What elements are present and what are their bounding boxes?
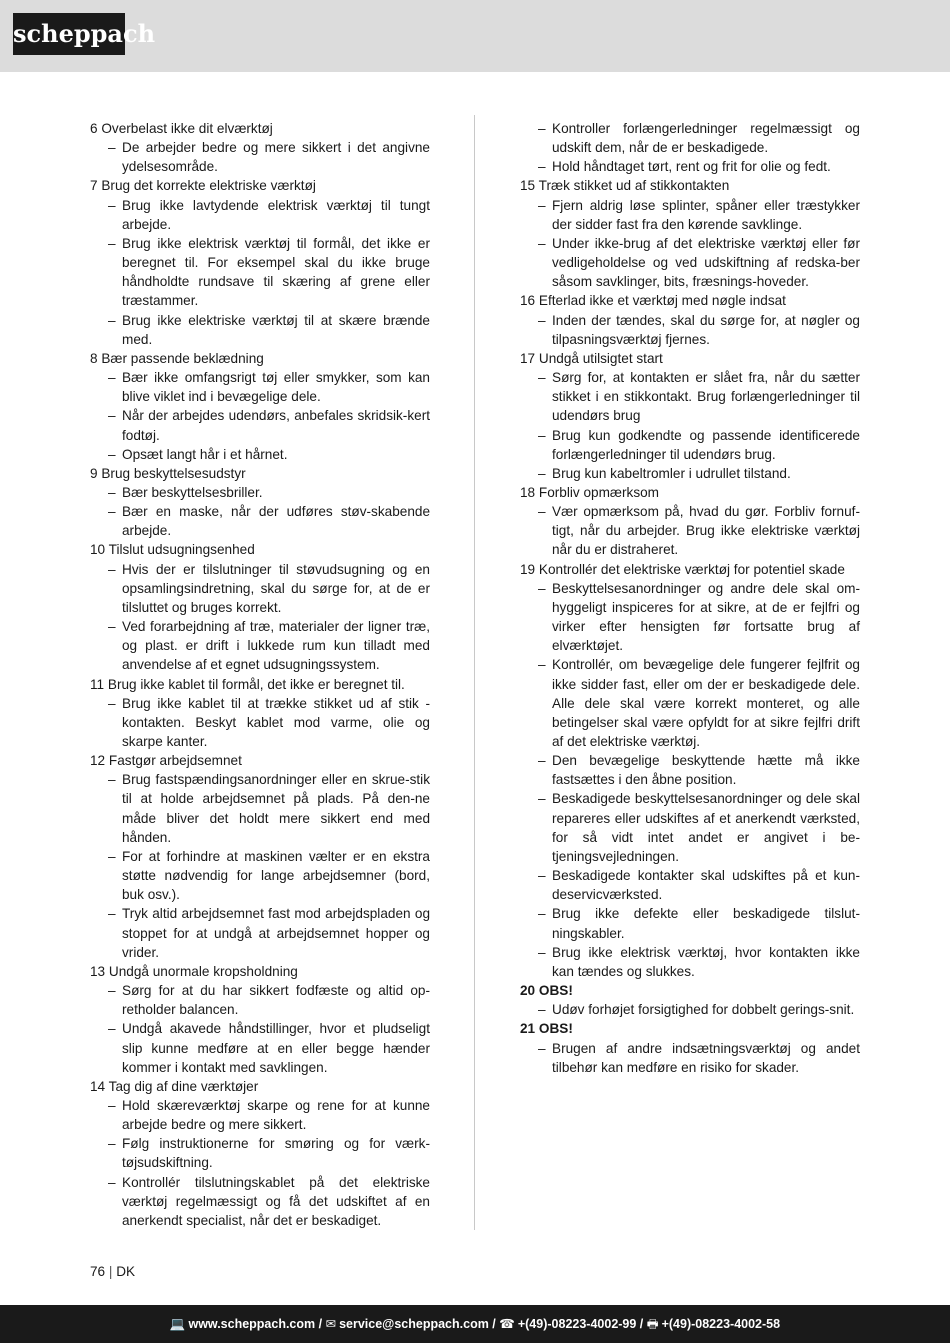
list-item (90, 675, 430, 752)
list-sub-item (90, 694, 430, 751)
dash-bullet: – (108, 848, 116, 864)
list-item-number: 9 (90, 465, 98, 481)
list-item (520, 560, 860, 981)
list-sub-item (90, 483, 430, 502)
list-sub-item (90, 196, 430, 234)
list-sub-item-text: Brug ikke defekte eller beskadigede tilslut-ningskabler. (552, 906, 860, 941)
list-item (90, 962, 430, 1077)
list-sub-item (520, 502, 860, 559)
list-item-heading (520, 560, 860, 579)
dash-bullet: – (538, 1002, 546, 1018)
list-item-number: 16 (520, 293, 536, 309)
page-header (0, 0, 950, 72)
dash-bullet: – (538, 235, 546, 251)
list-item (90, 464, 430, 541)
list-item (520, 483, 860, 560)
list-sub-item-text: Beskyttelsesanordninger og andre dele skal om-hyggeligt inspiceres for at sikre, at de er fejlfri og virker efter hensigten før fortsatte brug af elværktøjet. (552, 580, 860, 654)
list-item-title: Overbelast ikke dit elværktøj (101, 121, 273, 136)
dash-bullet: – (108, 1136, 116, 1152)
list-sub-item-text: Under ikke-brug af det elektriske værktøj eller før vedligeholdelse og ved udskiftning af redska-ber såsom savklinger, bits, fræsnings-hoveder. (552, 235, 860, 290)
list-sub-item (520, 1039, 860, 1077)
list-sub-item-text: Brug ikke elektrisk værktøj, hvor kontakten ikke kan tændes og slukkes. (552, 944, 860, 979)
list-item-number: 13 (90, 963, 106, 979)
list-sub-item-text: Fjern aldrig løse splinter, spåner eller træstykker der sidder fast fra den kørende savklinge. (552, 197, 860, 232)
column-divider (474, 115, 475, 1230)
list-item-title: Tilslut udsugningsenhed (108, 542, 255, 558)
list-item-title: Brug ikke kablet til formål, det ikke er beregnet til. (107, 676, 405, 692)
dash-bullet: – (538, 753, 546, 769)
dash-bullet: – (108, 772, 116, 788)
list-item (520, 119, 860, 176)
dash-bullet: – (108, 235, 116, 251)
phone-icon: ☎ (499, 1317, 515, 1331)
list-sub-item-text: Opsæt langt hår i et hårnet. (122, 446, 288, 462)
list-item (90, 1077, 430, 1230)
list-sub-item-text: Brug fastspændingsanordninger eller en skrue-stik til at holde arbejdsemnet på plads. På den-ne måde bliver det holdt mere sikkert end med hånden. (122, 772, 430, 845)
list-item-title: Fastgør arbejdsemnet (108, 753, 242, 769)
list-item-title: Træk stikket ud af stikkontakten (538, 178, 730, 194)
dash-bullet: – (108, 1021, 116, 1037)
fax-icon: 🖶 (646, 1317, 659, 1331)
footer-phone: +(49)-08223-4002-99 / (517, 1317, 644, 1331)
list-item-title: Undgå utilsigtet start (538, 350, 663, 366)
list-item-heading (520, 1019, 860, 1038)
computer-icon: 💻 (169, 1317, 186, 1331)
list-item-title: Bær passende beklædning (101, 350, 264, 366)
dash-bullet: – (538, 657, 546, 673)
dash-bullet: – (538, 504, 546, 520)
list-sub-item-text: Brug kun kabeltromler i udrullet tilstand. (552, 465, 791, 481)
dash-bullet: – (108, 983, 116, 999)
list-item-title: Efterlad ikke et værktøj med nøgle indsat (538, 293, 786, 309)
list-sub-item-text: Udøv forhøjet forsigtighed for dobbelt gerings-snit. (552, 1002, 855, 1018)
page-number-value: 76 (90, 1264, 106, 1279)
list-item-number: 21 (520, 1021, 536, 1037)
list-item-heading (520, 176, 860, 195)
list-sub-item-text: Kontrollér tilslutningskablet på det elektriske værktøj regelmæssigt og få det udskiftet af en anerkendt specialist, når det er beskadiget. (122, 1174, 430, 1228)
list-sub-item-text: Brugen af andre indsætningsværktøj og andet tilbehør kan medføre en risiko for skader. (552, 1040, 860, 1075)
list-item-number: 10 (90, 542, 106, 558)
list-item-heading (90, 751, 430, 770)
dash-bullet: – (538, 121, 546, 136)
list-item (520, 1019, 860, 1076)
list-sub-item (90, 1134, 430, 1172)
list-sub-item-text: Følg instruktionerne for smøring og for værk-tøjsudskiftning. (122, 1136, 430, 1171)
list-sub-item-text: Kontroller forlængerledninger regelmæssigt og udskift dem, når de er beskadigede. (552, 121, 860, 156)
list-sub-item-text: Når der arbejdes udendørs, anbefales skridsik-kert fodtøj. (122, 408, 430, 443)
list-item-heading (90, 349, 430, 368)
list-item-heading (520, 981, 860, 1000)
list-sub-item-text: Hold håndtaget tørt, rent og frit for olie og fedt. (552, 159, 831, 175)
list-item (520, 349, 860, 483)
dash-bullet: – (108, 619, 116, 635)
page-number (90, 1264, 135, 1279)
left-column (90, 119, 430, 1230)
list-sub-item-text: Hold skæreværktøj skarpe og rene for at kunne arbejde bedre og mere sikkert. (122, 1097, 430, 1133)
dash-bullet: – (538, 944, 546, 960)
dash-bullet: – (108, 484, 116, 500)
dash-bullet: – (108, 504, 116, 520)
list-sub-item (520, 464, 860, 483)
dash-bullet: – (538, 868, 546, 884)
list-sub-item (520, 1000, 860, 1019)
dash-bullet: – (108, 312, 116, 328)
list-sub-item (90, 1019, 430, 1076)
page-number-separator: | (108, 1264, 113, 1279)
list-sub-item (520, 943, 860, 981)
list-item (520, 981, 860, 1019)
list-item-number: 8 (90, 350, 98, 366)
dash-bullet: – (108, 1174, 116, 1190)
list-sub-item (90, 406, 430, 444)
list-sub-item-text: Brug ikke elektrisk værktøj til formål, det ikke er beregnet til. For eksempel skal du ikke bruge håndholdte rundsave til skæring af grene eller træstammer. (122, 235, 430, 309)
list-item (520, 291, 860, 348)
dash-bullet: – (108, 370, 116, 386)
list-sub-item-text: Inden der tændes, skal du sørge for, at nøgler og tilpasningsværktøj fjernes. (552, 312, 860, 347)
list-item (90, 176, 430, 348)
list-sub-item (90, 847, 430, 904)
list-item (520, 176, 860, 291)
list-sub-item (90, 502, 430, 540)
list-sub-item-text: Vær opmærksom på, hvad du gør. Forbliv fornuf-tigt, når du arbejder. Brug ikke elektriske værktøj når du er distraheret. (552, 504, 860, 558)
list-sub-item (520, 234, 860, 291)
list-item-number: 15 (520, 178, 536, 194)
list-sub-item (520, 426, 860, 464)
list-sub-item-text: Bær ikke omfangsrigt tøj eller smykker, som kan blive viklet ind i bevægelige dele. (122, 370, 430, 405)
list-sub-item (520, 789, 860, 866)
list-sub-item (90, 981, 430, 1019)
footer-fax: +(49)-08223-4002-58 (661, 1317, 781, 1331)
dash-bullet: – (108, 906, 116, 922)
list-item-heading (520, 291, 860, 310)
list-item-number: 6 (90, 121, 98, 136)
list-sub-item-text: Brug kun godkendte og passende identificerede forlængerledninger til udendørs brug. (552, 427, 860, 462)
list-sub-item (90, 138, 430, 176)
list-sub-item (90, 1096, 430, 1134)
dash-bullet: – (108, 140, 116, 156)
list-sub-item-text: Brug ikke elektriske værktøj til at skære brænde med. (122, 312, 430, 347)
list-sub-item (520, 904, 860, 942)
list-sub-item (90, 368, 430, 406)
dash-bullet: – (108, 695, 116, 711)
list-sub-item-text: Ved forarbejdning af træ, materialer der ligner træ, og plast. er drift i lukkede rum kun tilladt med anvendelse af et egnet udsugningssystem. (122, 619, 430, 673)
list-item-number: 12 (90, 753, 106, 769)
list-sub-item-text: Den bevægelige beskyttende hætte må ikke fastsættes i den åbne position. (552, 753, 860, 788)
list-item-heading (90, 962, 430, 981)
list-sub-item (90, 311, 430, 349)
dash-bullet: – (538, 580, 546, 596)
list-sub-item (90, 770, 430, 847)
list-item-number: 14 (90, 1078, 106, 1094)
list-sub-item (90, 234, 430, 311)
dash-bullet: – (538, 370, 546, 386)
list-item-number: 17 (520, 350, 536, 366)
page-language: DK (116, 1264, 136, 1279)
list-sub-item-text: Brug ikke lavtydende elektrisk værktøj til tungt arbejde. (122, 197, 430, 232)
list-sub-item (520, 196, 860, 234)
list-item-heading (90, 119, 430, 138)
scheppach-logo: scheppach (13, 13, 125, 55)
dash-bullet: – (538, 1040, 546, 1056)
list-item-heading (90, 540, 430, 559)
list-sub-item (520, 655, 860, 751)
list-item (90, 349, 430, 464)
list-sub-item (90, 617, 430, 674)
list-item-heading (90, 675, 430, 694)
dash-bullet: – (538, 791, 546, 807)
list-sub-item-text: De arbejder bedre og mere sikkert i det angivne ydelsesområde. (122, 140, 430, 175)
list-item-title: Forbliv opmærksom (538, 484, 660, 500)
dash-bullet: – (538, 906, 546, 922)
list-sub-item-text: Bær beskyttelsesbriller. (122, 484, 263, 500)
dash-bullet: – (538, 312, 546, 328)
list-sub-item (520, 866, 860, 904)
list-sub-item-text: Beskadigede beskyttelsesanordninger og dele skal repareres eller udskiftes af et anerkendt værksted, for så vidt intet andet er angivet i be-tjeningsvejledningen. (552, 791, 860, 864)
dash-bullet: – (108, 561, 116, 577)
list-sub-item (520, 751, 860, 789)
footer-email[interactable]: service@scheppach.com / (339, 1317, 496, 1331)
list-item-number: 7 (90, 178, 98, 194)
list-sub-item (90, 904, 430, 961)
list-sub-item-text: Undgå akavede håndstillinger, hvor et pludseligt slip kunne medføre at en eller begge hænder kommer i kontakt med savklingen. (122, 1021, 430, 1075)
footer-website[interactable]: www.scheppach.com / (188, 1317, 323, 1331)
list-sub-item-text: For at forhindre at maskinen vælter er en ekstra støtte nødvendig for lange arbejdsemner (bord, buk osv.). (122, 848, 430, 903)
list-item-title: OBS! (538, 983, 573, 999)
list-item-title: Undgå unormale kropsholdning (108, 963, 298, 979)
list-item-number: 11 (90, 676, 105, 692)
list-item-number: 18 (520, 484, 536, 500)
dash-bullet: – (108, 446, 116, 462)
page-footer (0, 1305, 950, 1343)
dash-bullet: – (538, 197, 546, 213)
dash-bullet: – (108, 1097, 116, 1113)
list-item-heading (520, 349, 860, 368)
list-item-title: Brug beskyttelsesudstyr (101, 465, 246, 481)
list-item-number: 19 (520, 561, 536, 577)
list-item (90, 751, 430, 962)
list-sub-item (90, 1173, 430, 1230)
list-item-title: OBS! (538, 1021, 573, 1037)
list-item (90, 119, 430, 176)
list-sub-item (520, 119, 860, 157)
list-sub-item-text: Kontrollér, om bevægelige dele fungerer fejlfrit og ikke sidder fast, eller om der er beskadigede dele. Alle dele skal være korrekt monteret, og alle betingelser skal være opfyldt for at sikre fejlfri drift af det elektriske værktøj. (552, 657, 860, 749)
list-item-title: Tag dig af dine værktøjer (108, 1078, 259, 1094)
right-column (520, 119, 860, 1077)
list-sub-item-text: Sørg for, at kontakten er slået fra, når du sætter stikket i en stikkontakt. Brug forlængerledninger til udendørs brug (552, 370, 860, 424)
list-sub-item (90, 560, 430, 617)
list-item-title: Kontrollér det elektriske værktøj for potentiel skade (538, 561, 845, 577)
dash-bullet: – (538, 465, 546, 481)
list-sub-item (520, 157, 860, 176)
dash-bullet: – (538, 159, 546, 175)
list-sub-item-text: Brug ikke kablet til at trække stikket ud af stik - kontakten. Beskyt kablet mod varme, olie og skarpe kanter. (122, 695, 430, 749)
list-item-number: 20 (520, 983, 536, 999)
list-item-heading (90, 464, 430, 483)
dash-bullet: – (108, 197, 116, 213)
dash-bullet: – (108, 408, 116, 424)
list-item (90, 540, 430, 674)
list-sub-item (520, 311, 860, 349)
mail-icon: ✉ (325, 1317, 337, 1331)
dash-bullet: – (538, 427, 546, 443)
list-sub-item-text: Tryk altid arbejdsemnet fast mod arbejdspladen og stoppet for at undgå at arbejdsemnet hopper og vrider. (122, 906, 430, 960)
list-sub-item-text: Sørg for at du har sikkert fodfæste og altid op-retholder balancen. (122, 983, 430, 1018)
list-sub-item (90, 445, 430, 464)
list-sub-item-text: Bær en maske, når der udføres støv-skabende arbejde. (122, 504, 430, 539)
list-item-heading (520, 483, 860, 502)
list-item-heading (90, 176, 430, 195)
list-sub-item (520, 579, 860, 656)
list-sub-item-text: Hvis der er tilslutninger til støvudsugning og en opsamlingsindretning, skal du sørge for, at de er tilsluttet og bruges korrekt. (122, 561, 430, 615)
list-sub-item (520, 368, 860, 425)
list-item-title: Brug det korrekte elektriske værktøj (101, 178, 316, 194)
list-item-heading (90, 1077, 430, 1096)
list-sub-item-text: Beskadigede kontakter skal udskiftes på et kun-deservicværksted. (552, 868, 860, 903)
